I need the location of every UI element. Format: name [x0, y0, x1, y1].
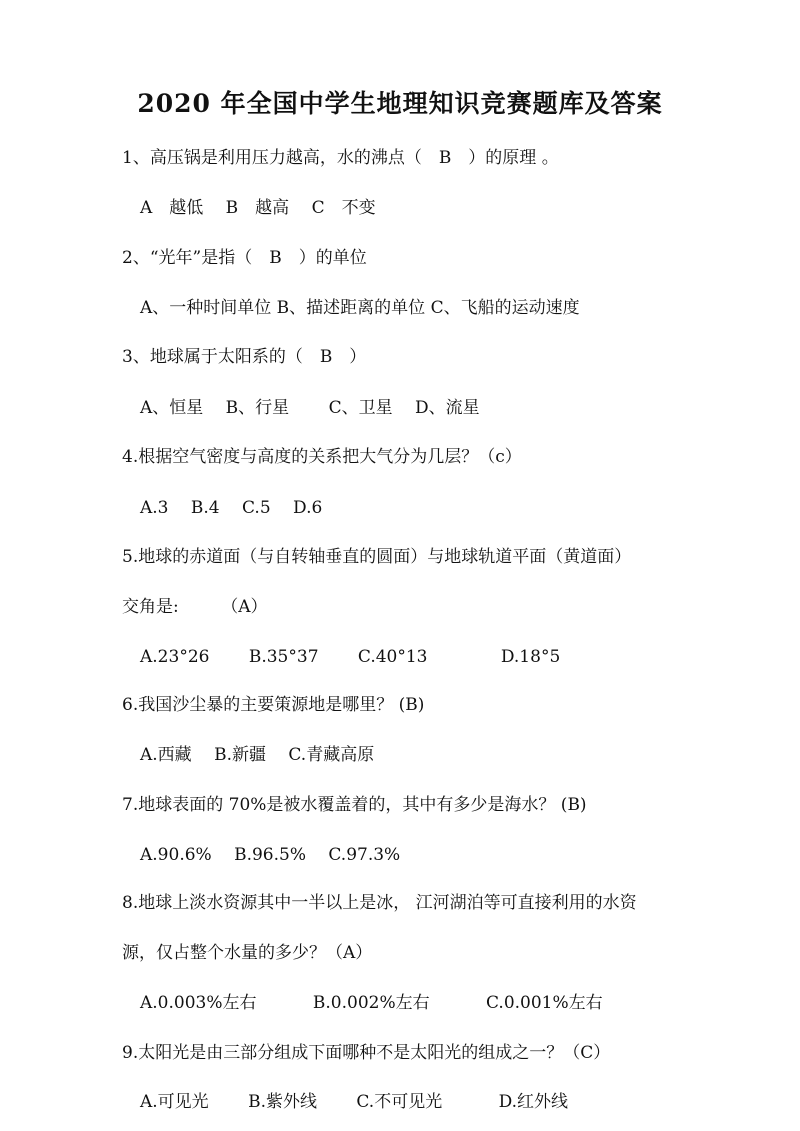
- question-1-options: A 越低 B 越高 C 不变: [140, 198, 376, 218]
- question-5-continued: 交角是: （A）: [122, 597, 268, 617]
- question-7-options: A.90.6% B.96.5% C.97.3%: [140, 845, 401, 865]
- question-7: 7.地球表面的 70%是被水覆盖着的，其中有多少是海水？ (B): [122, 795, 587, 815]
- question-1: 1、高压锅是利用压力越高，水的沸点（ B ）的原理 。: [122, 148, 559, 168]
- question-5-options: A.23°26 B.35°37 C.40°13 D.18°5: [140, 647, 561, 667]
- question-2: 2、“光年”是指（ B ）的单位: [122, 248, 367, 268]
- question-3-options: A、恒星 B、行星 C、卫星 D、流星: [140, 398, 480, 418]
- question-4-options: A.3 B.4 C.5 D.6: [140, 498, 323, 518]
- question-9-options: A.可见光 B.紫外线 C.不可见光 D.红外线: [140, 1092, 569, 1112]
- question-3: 3、地球属于太阳系的（ B ）: [122, 347, 367, 367]
- page-title: 2020 年全国中学生地理知识竞赛题库及答案: [137, 89, 663, 118]
- question-5: 5.地球的赤道面（与自转轴垂直的圆面）与地球轨道平面（黄道面）: [122, 547, 632, 567]
- question-6: 6.我国沙尘暴的主要策源地是哪里？ (B): [122, 695, 425, 715]
- question-8: 8.地球上淡水资源其中一半以上是冰， 江河湖泊等可直接利用的水资: [122, 893, 637, 913]
- question-6-options: A.西藏 B.新疆 C.青藏高原: [140, 745, 375, 765]
- question-8-continued: 源，仅占整个水量的多少？（A）: [122, 943, 373, 963]
- question-2-options: A、一种时间单位 B、描述距离的单位 C、飞船的运动速度: [140, 298, 580, 318]
- question-9: 9.太阳光是由三部分组成下面哪种不是太阳光的组成之一？（C）: [122, 1043, 611, 1063]
- question-8-options: A.0.003%左右 B.0.002%左右 C.0.001%左右: [140, 993, 603, 1013]
- question-4: 4.根据空气密度与高度的关系把大气分为几层？（c）: [122, 447, 522, 467]
